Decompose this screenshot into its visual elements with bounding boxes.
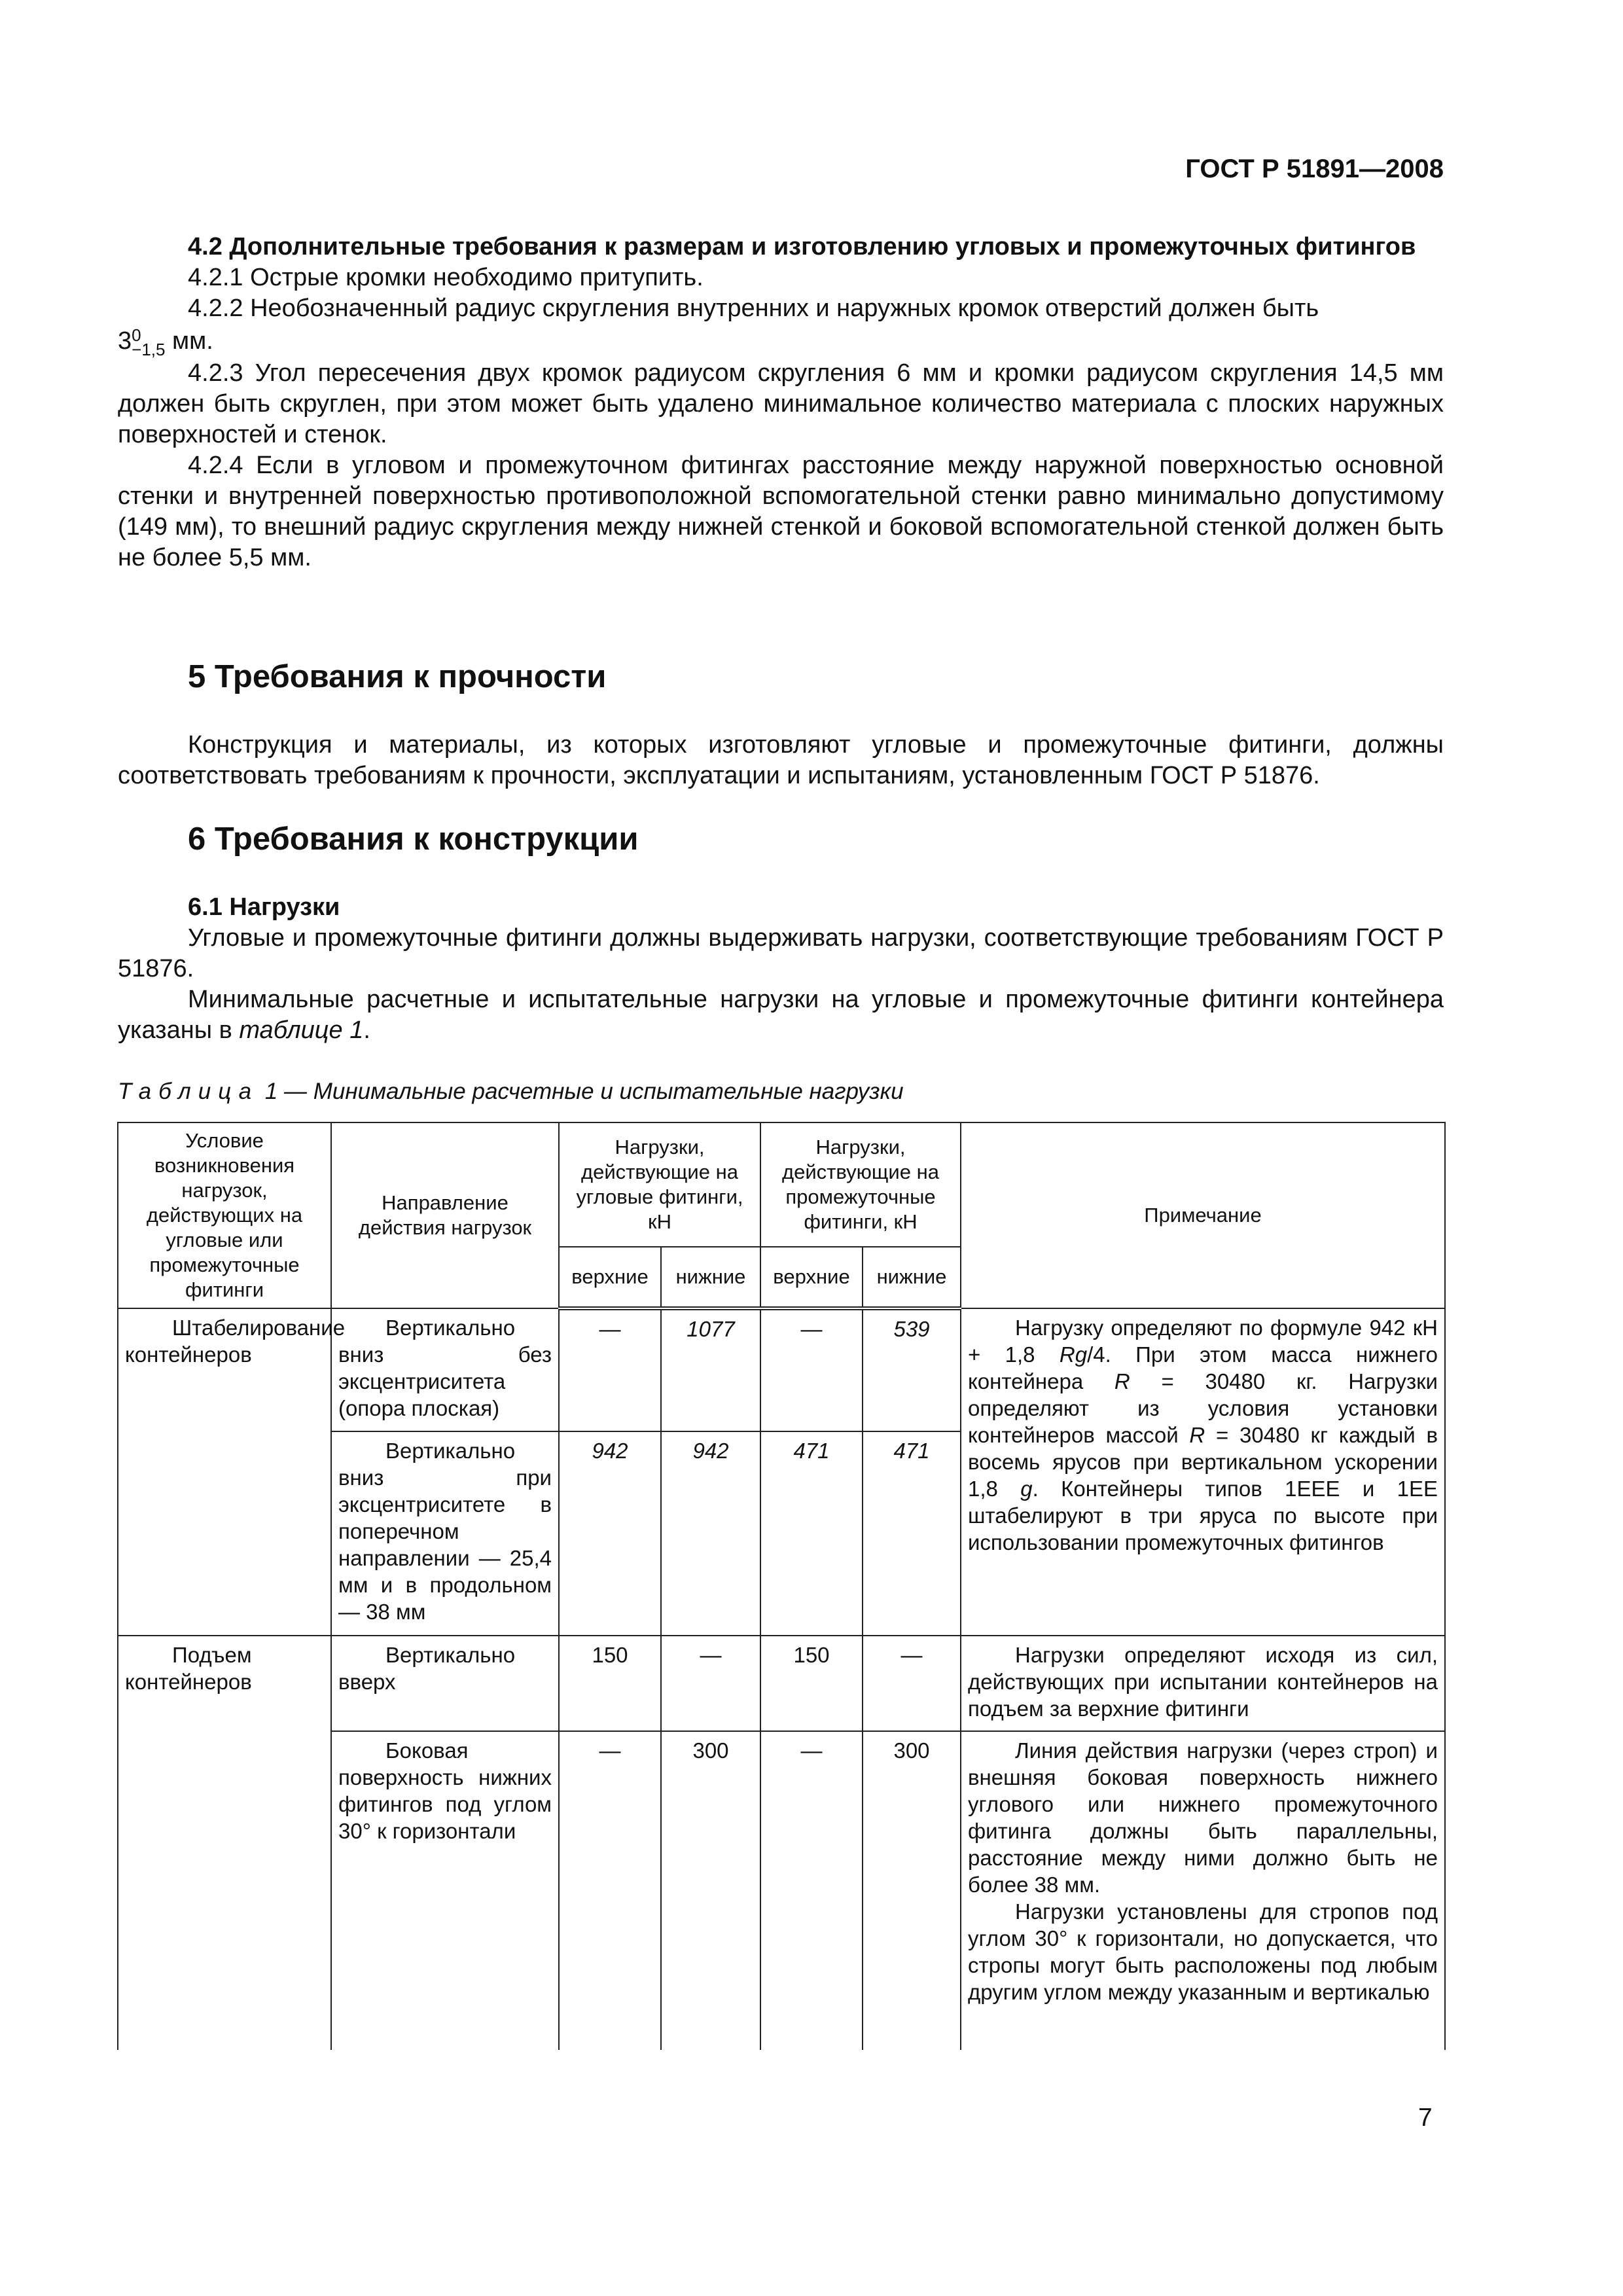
- cell-corner-lower: —: [661, 1636, 760, 1731]
- cell-direction: Вертикально вниз без эксцентриситета (опора плоская): [331, 1308, 559, 1431]
- cell-direction: Вертикально вверх: [331, 1636, 559, 1731]
- header-note: Примечание: [961, 1122, 1445, 1308]
- cell-corner-upper: 150: [559, 1636, 661, 1731]
- table-1: [117, 1122, 1446, 2050]
- header-intermediate-lower: нижние: [863, 1247, 961, 1308]
- cell-corner-lower: 1077: [661, 1308, 760, 1431]
- section-6-1: [118, 892, 1444, 1046]
- header-intermediate-fittings: Нагрузки, действующие на промежуточные фитинги, кН: [760, 1122, 961, 1247]
- cell-note: Линия действия нагрузки (через строп) и внешняя боковая поверхность нижнего углового или нижнего промежуточного фитинга должны быть параллельны, расстояние между ними должно быть не более 38 мм. Нагрузки установлены для стропов под углом 30° к горизонтали, но допускается, что стропы могут быть расположены под любым другим углом между указанным и вертикалью: [961, 1731, 1445, 2050]
- document-header-id: ГОСТ Р 51891—2008: [1185, 154, 1444, 183]
- cell-intermediate-upper: 150: [760, 1636, 863, 1731]
- paragraph-4-2-3: 4.2.3 Угол пересечения двух кромок радиусом скругления 6 мм и кромки радиусом скругления 14,5 мм должен быть скруглен, при этом может быть удалено минимальное количество материала с плоских наружных поверхностей и стенок.: [118, 359, 1444, 448]
- cell-intermediate-lower: —: [863, 1636, 961, 1731]
- cell-condition: Штабелирование контейнеров: [118, 1308, 331, 1636]
- cell-direction: Боковая поверхность нижних фитингов под углом 30° к горизонтали: [331, 1731, 559, 2050]
- header-intermediate-upper: верхние: [760, 1247, 863, 1308]
- table-row: [118, 1308, 1445, 1431]
- paragraph-4-2-4: 4.2.4 Если в угловом и промежуточном фитингах расстояние между наружной поверхностью основной стенки и внутренней поверхностью противоположной вспомогательной стенки равно минимально допустимому (149 мм), то внешний радиус скругления между нижней стенкой и боковой вспомогательной стенкой должен быть не более 5,5 мм.: [118, 452, 1444, 571]
- paragraph-6-1-a: Угловые и промежуточные фитинги должны выдерживать нагрузки, соответствующие требованиям ГОСТ Р 51876.: [118, 924, 1444, 982]
- cell-corner-lower: 942: [661, 1431, 760, 1636]
- section-5-title: 5 Требования к прочности: [188, 659, 607, 694]
- cell-intermediate-upper: —: [760, 1308, 863, 1431]
- cell-condition: Подъем контейнеров: [118, 1636, 331, 2050]
- section-5-body: Конструкция и материалы, из которых изготовляют угловые и промежуточные фитинги, должны соответствовать требованиям к прочности, эксплуатации и испытаниям, установленным ГОСТ Р 51876.: [118, 731, 1444, 789]
- page-number: 7: [1418, 2104, 1433, 2132]
- section-4-2-title: 4.2 Дополнительные требования к размерам и изготовлению угловых и промежуточных фитингов: [188, 233, 1416, 260]
- cell-intermediate-lower: 539: [863, 1308, 961, 1431]
- cell-intermediate-lower: 471: [863, 1431, 961, 1636]
- cell-corner-upper: —: [559, 1731, 661, 2050]
- header-condition: Условие возникновения нагрузок, действующих на угловые или промежуточные фитинги: [118, 1122, 331, 1308]
- cell-corner-upper: —: [559, 1308, 661, 1431]
- section-6-title: 6 Требования к конструкции: [188, 821, 639, 857]
- header-corner-upper: верхние: [559, 1247, 661, 1308]
- paragraph-4-2-2: 4.2.2 Необозначенный радиус скругления внутренних и наружных кромок отверстий должен быть: [188, 295, 1319, 322]
- cell-intermediate-lower: 300: [863, 1731, 961, 2050]
- cell-intermediate-upper: 471: [760, 1431, 863, 1636]
- cell-corner-upper: 942: [559, 1431, 661, 1636]
- table-1-caption: Таблица 1 — Минимальные расчетные и испытательные нагрузки: [118, 1079, 904, 1104]
- section-4-2: [118, 232, 1444, 573]
- paragraph-4-2-2-value: 3 0 −1,5 мм.: [118, 325, 213, 359]
- header-corner-lower: нижние: [661, 1247, 760, 1308]
- cell-note: Нагрузки определяют исходя из сил, действующих при испытании контейнеров на подъем за верхние фитинги: [961, 1636, 1445, 1731]
- table-row: [118, 1636, 1445, 1731]
- cell-note: Нагрузку определяют по формуле 942 кН + 1,8 Rg/4. При этом масса нижнего контейнера R = 30480 кг. Нагрузки определяют из условия установки контейнеров массой R = 30480 кг каждый в восемь ярусов при вертикальном ускорении 1,8 g. Контейнеры типов 1ЕЕЕ и 1ЕЕ штабелируют в три яруса по высоте при использовании промежуточных фитингов: [961, 1308, 1445, 1636]
- cell-intermediate-upper: —: [760, 1731, 863, 2050]
- header-corner-fittings: Нагрузки, действующие на угловые фитинги, кН: [559, 1122, 760, 1247]
- paragraph-6-1-b: Минимальные расчетные и испытательные нагрузки на угловые и промежуточные фитинги контейнера указаны в таблице 1.: [118, 986, 1444, 1044]
- section-6-1-title: 6.1 Нагрузки: [188, 893, 340, 921]
- table-reference: таблице 1: [239, 1016, 364, 1044]
- cell-direction: Вертикально вниз при эксцентриситете в поперечном направлении — 25,4 мм и в продольном — 38 мм: [331, 1431, 559, 1636]
- header-direction: Направление действия нагрузок: [331, 1122, 559, 1308]
- paragraph-4-2-1: 4.2.1 Острые кромки необходимо притупить.: [188, 264, 704, 291]
- cell-corner-lower: 300: [661, 1731, 760, 2050]
